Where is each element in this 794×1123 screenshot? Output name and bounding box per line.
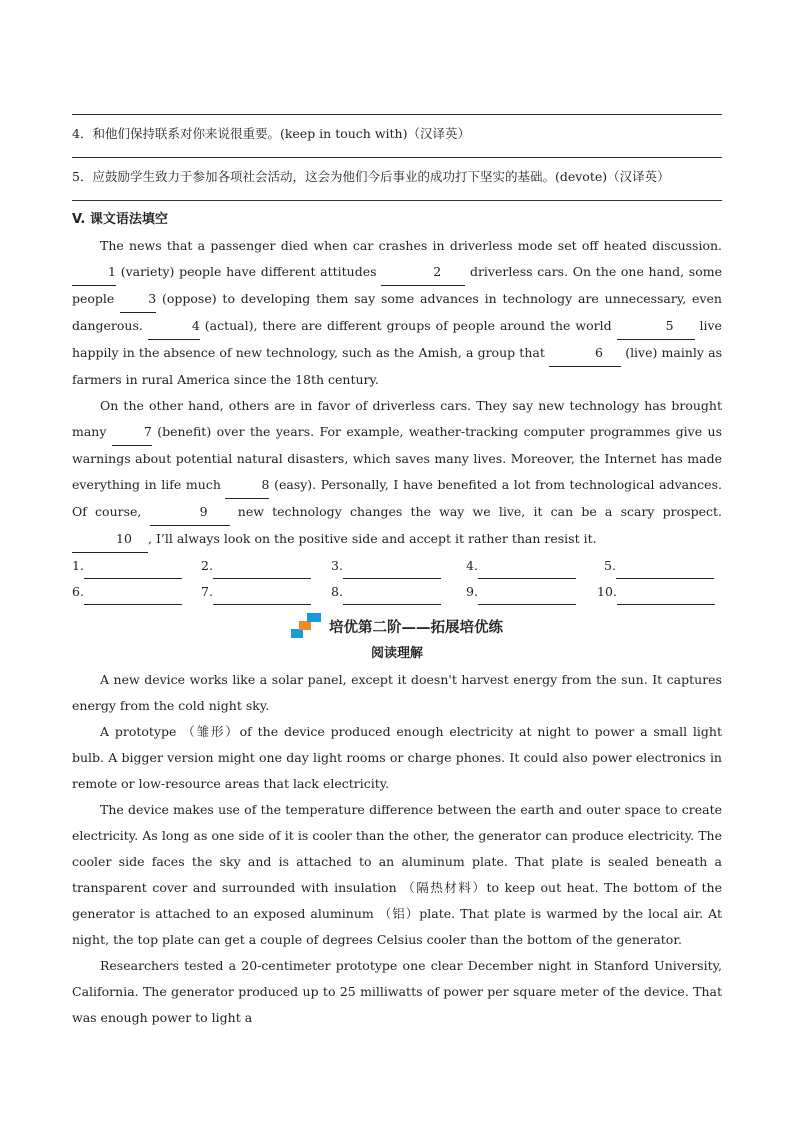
answer-line	[72, 200, 722, 201]
answer-underline	[343, 588, 441, 605]
answer-slot-3[interactable]	[331, 553, 466, 579]
passage-text: live happily in the absence of new technology, such as the Amish, a group that	[72, 318, 722, 360]
blank-number: 10	[116, 531, 132, 546]
answer-label: 7.	[201, 584, 213, 599]
answer-underline	[343, 562, 441, 579]
answer-underline	[616, 562, 714, 579]
answer-label: 9.	[466, 584, 478, 599]
answer-underline	[478, 588, 576, 605]
answer-slot-9[interactable]	[466, 579, 597, 605]
blank-number: 4	[191, 318, 200, 333]
blank-2[interactable]	[381, 259, 465, 286]
passage-text: (easy). Personally, I have benefited a lot from technological advances. Of course,	[72, 477, 722, 519]
grammar-paragraph-1	[72, 233, 722, 393]
blank-9[interactable]	[150, 499, 230, 526]
passage-text: (variety) people have different attitudes	[120, 264, 377, 279]
reading-paragraph-2: A prototype （雏形）of the device produced enough electricity at night to power a small light bulb. A bigger version might one day light rooms or charge phones. It could also power electronics in remote or low-resource areas that lack electricity.	[72, 724, 722, 791]
passage-text: The news that a passenger died when car crashes in driverless mode set off heated discussion.	[100, 238, 722, 253]
blank-number: 7	[143, 424, 152, 439]
answer-label: 4.	[466, 558, 478, 573]
blank-number: 5	[665, 318, 674, 333]
translation-q5: 5．应鼓励学生致力于参加各项社会活动，这会为他们今后事业的成功打下坚实的基础。(devote)（汉译英）	[72, 169, 670, 184]
blank-number: 6	[595, 345, 603, 360]
answer-slot-4[interactable]	[466, 553, 604, 579]
answer-slot-8[interactable]	[331, 579, 466, 605]
passage-text: , I’ll always look on the positive side and accept it rather than resist it.	[148, 531, 597, 546]
answer-label: 1.	[72, 558, 84, 573]
blank-4[interactable]	[148, 313, 200, 340]
answer-label: 6.	[72, 584, 84, 599]
section-banner	[72, 611, 722, 641]
answer-line	[72, 114, 722, 115]
answer-underline	[617, 588, 715, 605]
blank-5[interactable]	[617, 313, 695, 340]
answer-slot-1[interactable]	[72, 553, 201, 579]
blank-6[interactable]	[549, 340, 621, 367]
answer-label: 10.	[597, 584, 617, 599]
answer-slot-6[interactable]	[72, 579, 201, 605]
passage-text: (actual), there are different groups of people around the world	[204, 318, 612, 333]
blank-10[interactable]	[72, 526, 148, 553]
answer-underline	[84, 562, 182, 579]
reading-title: 阅读理解	[370, 646, 423, 661]
reading-paragraph-1: A new device works like a solar panel, except it doesn't harvest energy from the sun. It captures energy from the cold night sky.	[72, 672, 722, 713]
answer-slot-10[interactable]	[597, 579, 719, 605]
answer-row-1	[72, 553, 722, 579]
answer-label: 3.	[331, 558, 343, 573]
blank-7[interactable]	[112, 419, 152, 446]
blank-number: 2	[433, 264, 442, 279]
document-page	[72, 0, 722, 1031]
answer-underline	[213, 562, 311, 579]
answer-label: 2.	[201, 558, 213, 573]
translation-q4: 4．和他们保持联系对你来说很重要。(keep in touch with)（汉译英）	[72, 126, 470, 141]
blank-number: 9	[199, 504, 208, 519]
passage-text: new technology changes the way we live, it can be a scary prospect.	[237, 504, 722, 519]
answer-slot-5[interactable]	[604, 553, 719, 579]
answer-underline	[213, 588, 311, 605]
passage-text: (oppose) to developing them say some advances in technology are unnecessary, even dangerous.	[72, 291, 722, 333]
passage-text: (benefit) over the years. For example, weather-tracking computer programmes give us warnings about potential natural disasters, which saves many lives. Moreover, the Internet has made everything in life much	[72, 424, 722, 492]
answer-line	[72, 157, 722, 158]
blank-number: 1	[108, 264, 116, 279]
answer-slot-7[interactable]	[201, 579, 331, 605]
blank-1[interactable]	[72, 259, 116, 286]
reading-paragraph-3: The device makes use of the temperature difference between the earth and outer space to create electricity. As long as one side of it is cooler than the other, the generator can produce electricity. The cooler side faces the sky and is attached to an aluminum plate. That plate is sealed beneath a transparent cover and surrounded with insulation （隔热材料）to keep out heat. The bottom of the generator is attached to an exposed aluminum （铝）plate. That plate is warmed by the local air. At night, the top plate can get a couple of degrees Celsius cooler than the bottom of the generator.	[72, 802, 722, 947]
blank-3[interactable]	[120, 286, 156, 313]
blank-number: 8	[261, 477, 270, 492]
stair-blocks-icon	[291, 613, 323, 639]
banner-title: 培优第二阶——拓展培优练	[329, 619, 503, 636]
answer-label: 5.	[604, 558, 616, 573]
passage-text: On the other hand, others are in favor of driverless cars. They say new technology has brought many	[72, 398, 722, 439]
answer-row-2	[72, 579, 722, 605]
answer-underline	[84, 588, 182, 605]
grammar-paragraph-2	[72, 393, 722, 553]
blank-8[interactable]	[225, 472, 269, 499]
answer-slot-2[interactable]	[201, 553, 331, 579]
answer-label: 8.	[331, 584, 343, 599]
answer-underline	[478, 562, 576, 579]
reading-paragraph-4: Researchers tested a 20-centimeter prototype one clear December night in Stanford University, California. The generator produced up to 25 milliwatts of power per square meter of the device. That was enough power to light a	[72, 958, 722, 1025]
section-heading: V. 课文语法填空	[72, 212, 168, 227]
blank-number: 3	[148, 291, 157, 306]
passage-text: (live) mainly as farmers in rural America since the 18th century.	[72, 345, 722, 387]
passage-text: driverless cars. On the one hand, some people	[72, 264, 722, 306]
